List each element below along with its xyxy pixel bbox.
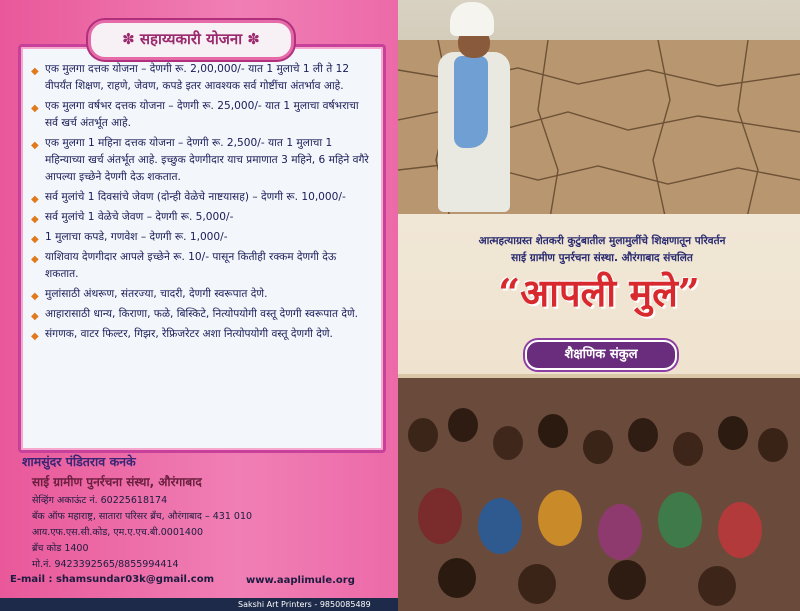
list-item: ◆ आहारासाठी धान्य, किराणा, फळे, बिस्किटे, नित्योपयोगी वस्तू देणगी स्वरूपात देणे. <box>31 306 373 323</box>
organization-name: साई ग्रामीण पुनर्रचना संस्था, औरंगाबाद <box>32 475 202 489</box>
bullet-icon: ◆ <box>31 254 39 265</box>
list-item: ◆ सर्व मुलांचे 1 वेळेचे जेवण – देणगी रू. 5,000/- <box>31 209 373 226</box>
schemes-heading: ✽ सहाय्यकारी योजना ✽ <box>88 20 294 60</box>
child-head <box>673 432 703 466</box>
bullet-icon: ◆ <box>31 194 39 205</box>
bank-address: बँक ऑफ महाराष्ट्र, सातारा परिसर ब्रँच, औरंगाबाद – 431 010 <box>32 511 253 522</box>
child-head <box>493 426 523 460</box>
child-head <box>608 560 646 600</box>
website-link[interactable]: www.aaplimule.org <box>246 575 355 586</box>
child-body <box>418 488 462 544</box>
left-page <box>0 0 398 611</box>
farmer-cap <box>450 2 494 36</box>
bullet-icon: ◆ <box>31 311 39 322</box>
child-head <box>718 416 748 450</box>
child-head <box>438 558 476 598</box>
list-item: ◆ संगणक, वाटर फिल्टर, गिझर, रेफ्रिजरेटर अशा नित्योपयोगी वस्तू देणगी देणे. <box>31 326 373 343</box>
schemes-panel <box>18 44 386 453</box>
mobile-number: मो.नं. 9423392565/8855994414 <box>32 559 179 570</box>
child-head <box>518 564 556 604</box>
child-head <box>538 414 568 448</box>
child-head <box>698 566 736 606</box>
signatory-name: शामसुंदर पंडितराव कनके <box>22 454 136 469</box>
children-photo <box>398 378 800 611</box>
child-head <box>408 418 438 452</box>
list-item: ◆ सर्व मुलांचे 1 दिवसांचे जेवण (दोन्ही वेळेचे नाष्टयासह) – देणगी रू. 10,000/- <box>31 189 373 206</box>
printer-credit: Sakshi Art Printers - 9850085489 <box>238 600 371 609</box>
right-page <box>398 0 800 611</box>
child-body <box>598 504 642 560</box>
child-body <box>478 498 522 554</box>
child-body <box>538 490 582 546</box>
child-body <box>718 502 762 558</box>
bullet-icon: ◆ <box>31 291 39 302</box>
child-body <box>658 492 702 548</box>
page-title: “आपली मुले” <box>498 270 700 315</box>
account-number: सेव्हिंग अकाऊंट नं. 60225618174 <box>32 495 168 506</box>
bullet-icon: ◆ <box>31 140 39 151</box>
bullet-icon: ◆ <box>31 103 39 114</box>
child-head <box>628 418 658 452</box>
child-head <box>758 428 788 462</box>
branch-code: ब्रँच कोड 1400 <box>32 543 89 554</box>
list-item: ◆ एक मुलगा वर्षभर दत्तक योजना – देणगी रू. 25,000/- यात 1 मुलाचा वर्षभराचा सर्व खर्च अंतर्भूत आहे. <box>31 100 359 129</box>
bullet-icon: ◆ <box>31 331 39 342</box>
child-head <box>448 408 478 442</box>
schemes-list <box>31 61 373 346</box>
ifsc-code: आय.एफ.एस.सी.कोड, एम.ए.एच.बी.0001400 <box>32 527 204 538</box>
list-item: ◆ एक मुलगा 1 महिना दत्तक योजना – देणगी रू. 2,500/- यात 1 मुलाचा 1 महिन्याच्या खर्च अंतर्भूत आहे. इच्छुक देणगीदार याच प्रमाणात 3 महिने, 6 महिने वगैरे आपल्या इच्छेने देणगी देऊ शकतात. <box>31 137 369 183</box>
school-badge: शैक्षणिक संकुल <box>525 340 677 370</box>
list-item: ◆ 1 मुलाचा कपडे, गणवेश – देणगी रू. 1,000/- <box>31 229 373 246</box>
bullet-icon: ◆ <box>31 214 39 225</box>
bullet-icon: ◆ <box>31 234 39 245</box>
farmer-scarf <box>454 56 488 148</box>
subtitle-line-1: आत्महत्याग्रस्त शेतकरी कुटुंबातील मुलामुलींचे शिक्षणातून परिवर्तन <box>478 235 726 247</box>
list-item: ◆ मुलांसाठी अंथरूण, संतरज्या, चादरी, देणगी स्वरूपात देणे. <box>31 286 373 303</box>
subtitle-line-2: साई ग्रामीण पुनर्रचना संस्था. औरंगाबाद संचलित <box>511 252 693 264</box>
email-link[interactable]: E-mail : shamsundar03k@gmail.com <box>10 574 214 585</box>
bullet-icon: ◆ <box>31 66 39 77</box>
list-item: ◆ एक मुलगा दत्तक योजना – देणगी रू. 2,00,000/- यात 1 मुलाचे 1 ली ते 12 वीपर्यंत शिक्षण, राहणे, जेवण, कपडे इतर आवश्यक सर्व गोष्टींचा अंतर्भाव आहे. <box>31 63 350 92</box>
list-item: ◆ याशिवाय देणगीदार आपले इच्छेने रू. 10/- पासून कितीही रक्कम देणगी देऊ शकतात. <box>31 251 337 280</box>
child-head <box>583 430 613 464</box>
